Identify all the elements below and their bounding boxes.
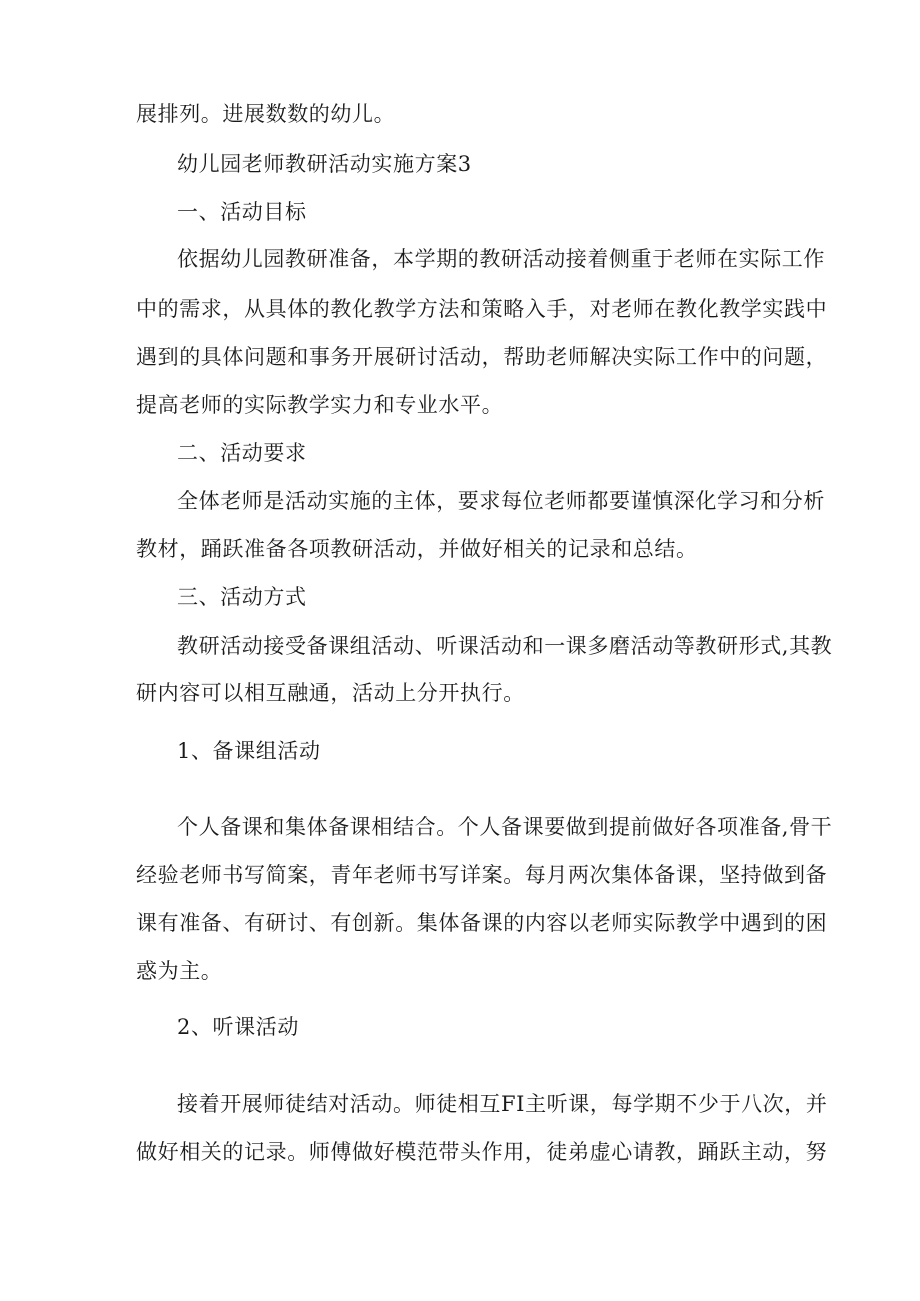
paragraph-line: 展排列。进展数数的幼儿。 [136, 102, 396, 126]
paragraph-line: 遇到的具体问题和事务开展研讨活动，帮助老师解决实际工作中的问题， [136, 345, 828, 369]
heading-requirements: 二、活动要求 [177, 441, 307, 465]
subheading-observation: 2、听课活动 [177, 1015, 299, 1039]
subheading-lesson-prep: 1、备课组活动 [177, 739, 321, 763]
paragraph-line: 依据幼儿园教研准备，本学期的教研活动接着侧重于老师在实际工作 [177, 247, 825, 271]
paragraph-line: 做好相关的记录。师傅做好模范带头作用，徒弟虚心请教，踊跃主动，努 [136, 1140, 828, 1164]
paragraph-line: 研内容可以相互融通，活动上分开执行。 [136, 681, 525, 705]
paragraph-line: 教研活动接受备课组活动、听课活动和一课多磨活动等教研形式,其教 [177, 634, 833, 658]
paragraph-line: 接着开展师徒结对活动。师徒相互FI主听课，每学期不少于八次，并 [177, 1092, 828, 1116]
paragraph-line: 惑为主。 [136, 959, 223, 983]
paragraph-line: 全体老师是活动实施的主体，要求每位老师都要谨慎深化学习和分析 [177, 489, 825, 513]
heading-goals: 一、活动目标 [177, 200, 307, 224]
paragraph-line: 教材，踊跃准备各项教研活动，并做好相关的记录和总结。 [136, 537, 698, 561]
paragraph-line: 课有准备、有研讨、有创新。集体备课的内容以老师实际教学中遇到的困 [136, 911, 828, 935]
paragraph-line: 经验老师书写简案，青年老师书写详案。每月两次集体备课，坚持做到备 [136, 863, 828, 887]
paragraph-line: 提高老师的实际教学实力和专业水平。 [136, 393, 504, 417]
paragraph-line: 中的需求，从具体的教化教学方法和策略入手，对老师在教化教学实践中 [136, 297, 828, 321]
heading-methods: 三、活动方式 [177, 585, 307, 609]
section-title: 幼儿园老师教研活动实施方案3 [177, 152, 472, 176]
paragraph-line: 个人备课和集体备课相结合。个人备课要做到提前做好各项准备,骨干 [177, 815, 833, 839]
